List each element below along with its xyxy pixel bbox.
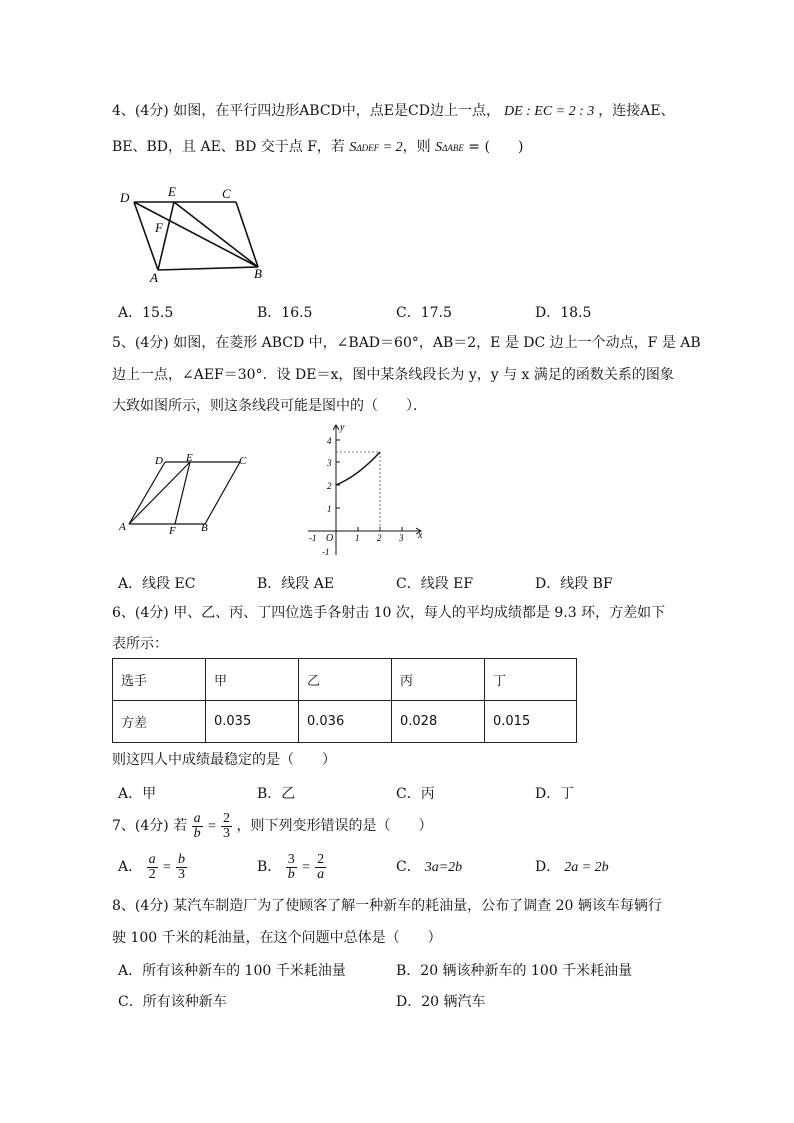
q7-option-b[interactable]: B． $\frac{3}{b}$ = $\frac{2}{a}$ [257,851,325,882]
q4-label-e: E [168,184,176,199]
q6-variance-table [112,658,577,743]
q5-label-a: A [119,521,126,533]
q4-line2-mid: ，则 [402,139,436,155]
q6-line2: 表所示： [112,636,168,652]
q5-graph-ytick-neg1: -1 [322,547,330,557]
q5-label-c: C [239,455,247,467]
table-cell: 0.015 [485,701,577,743]
q7-condition-eq: = [207,819,217,834]
q5-line2: 边上一点，∠AEF＝30°．设 DE＝x，图中某条线段长为 y，y 与 x 满足的函数关系的图象 [112,367,674,383]
table-cell: 0.035 [206,701,299,743]
q5-line1: 5、(4分) 如图，在菱形 ABCD 中，∠BAD＝60°，AB＝2，E 是 DC 边上一个动点，F 是 AB [112,335,701,351]
q4-line2 [112,137,523,158]
table-cell: 0.028 [392,701,485,743]
q6-option-a[interactable]: A．甲 [118,786,157,802]
q4-s-def: SΔDEF = 2 [349,140,403,155]
q5-graph-ytick-2: 2 [327,481,332,491]
table-row [113,701,577,743]
q4-label-f: F [155,220,163,235]
q4-s-abe: SΔABE [435,140,464,155]
q7-prefix: 7、(4分) 若 [112,818,188,834]
q4-line2-suffix: = ( ) [463,139,524,155]
q5-graph-xtick-3: 3 [399,533,404,543]
q4-option-a[interactable]: A．15.5 [118,305,174,321]
q5-option-b[interactable]: B．线段 AE [257,576,335,592]
q6-option-d[interactable]: D．丁 [535,786,575,802]
q8-line1: 8、(4分) 某汽车制造厂为了使顾客了解一种新车的耗油量，公布了调查 20 辆该车每辆行 [112,898,662,914]
q8-option-d[interactable]: D．20 辆汽车 [396,994,486,1010]
q8-option-a[interactable]: A．所有该种新车的 100 千米耗油量 [118,963,346,979]
q7-stem [112,810,432,843]
table-row [113,659,577,701]
q5-label-e: E [186,452,193,464]
q7-option-c[interactable]: C． 3a=2b [396,859,463,875]
q6-option-b[interactable]: B．乙 [257,786,296,802]
q5-option-d[interactable]: D．线段 BF [535,576,613,592]
q4-label-b: B [254,266,262,281]
q5-graph-ytick-3: 3 [327,458,332,468]
table-cell: 选手 [113,659,206,701]
q5-function-graph [300,420,430,560]
q5-graph-xtick-1: 1 [355,533,360,543]
q5-label-b: B [201,522,208,534]
q8-option-c[interactable]: C．所有该种新车 [118,994,227,1010]
q4-line1-prefix: 4、(4分) 如图，在平行四边形ABCD中，点E是CD边上一点， [112,103,500,119]
q6-question: 则这四人中成绩最稳定的是（ ） [112,752,336,768]
q4-label-a: A [150,270,158,285]
q5-line3: 大致如图所示，则这条线段可能是图中的（ ）． [112,398,427,414]
q8-line2: 驶 100 千米的耗油量，在这个问题中总体是（ ） [112,930,442,946]
q5-graph-origin: O [326,533,334,544]
table-cell: 甲 [206,659,299,701]
q4-parallelogram-figure [112,180,282,285]
q5-option-a[interactable]: A．线段 EC [118,576,196,592]
q7-option-a[interactable]: A． $\frac{a}{2}$ = $\frac{b}{3}$ [118,851,185,882]
q4-label-c: C [222,186,231,201]
q5-graph-ytick-1: 1 [327,504,332,514]
table-cell: 丙 [392,659,485,701]
q4-label-d: D [120,190,130,205]
q6-line1: 6、(4分) 甲、乙、丙、丁四位选手各射击 10 次，每人的平均成绩都是 9.3 环，方差如下 [112,605,666,621]
q8-option-b[interactable]: B．20 辆该种新车的 100 千米耗油量 [396,963,633,979]
q5-graph-xtick-neg1: -1 [309,533,317,543]
q5-graph-x-label: x [418,530,423,541]
q5-graph-xtick-2: 2 [377,533,382,543]
q4-line1 [112,101,675,122]
q5-label-d: D [155,455,163,467]
q7-condition-rhs: $\frac{2}{3}$ [223,810,231,841]
q5-graph-y-label: y [340,422,345,433]
q7-suffix: ，则下列变形错误的是（ ） [236,818,433,834]
q5-option-c[interactable]: C．线段 EF [396,576,474,592]
table-cell: 乙 [299,659,392,701]
q5-label-f: F [169,525,176,537]
q4-line2-prefix: BE、BD，且 AE、BD 交于点 F，若 [112,139,350,155]
q7-condition-lhs: $\frac{a}{b}$ [193,810,201,841]
q4-line1-suffix: ，连接AE、 [598,103,675,119]
q4-option-b[interactable]: B．16.5 [257,305,313,321]
q4-option-c[interactable]: C．17.5 [396,305,452,321]
table-cell: 0.036 [299,701,392,743]
q4-option-d[interactable]: D．18.5 [535,305,592,321]
q6-option-c[interactable]: C．丙 [396,786,435,802]
q7-option-d[interactable]: D． 2a = 2b [535,859,609,875]
table-cell: 方差 [113,701,206,743]
q4-ratio: DE : EC = 2 : 3 [503,104,595,119]
table-cell: 丁 [485,659,577,701]
q5-graph-ytick-4: 4 [327,436,332,446]
q5-rhombus-figure [115,452,255,537]
